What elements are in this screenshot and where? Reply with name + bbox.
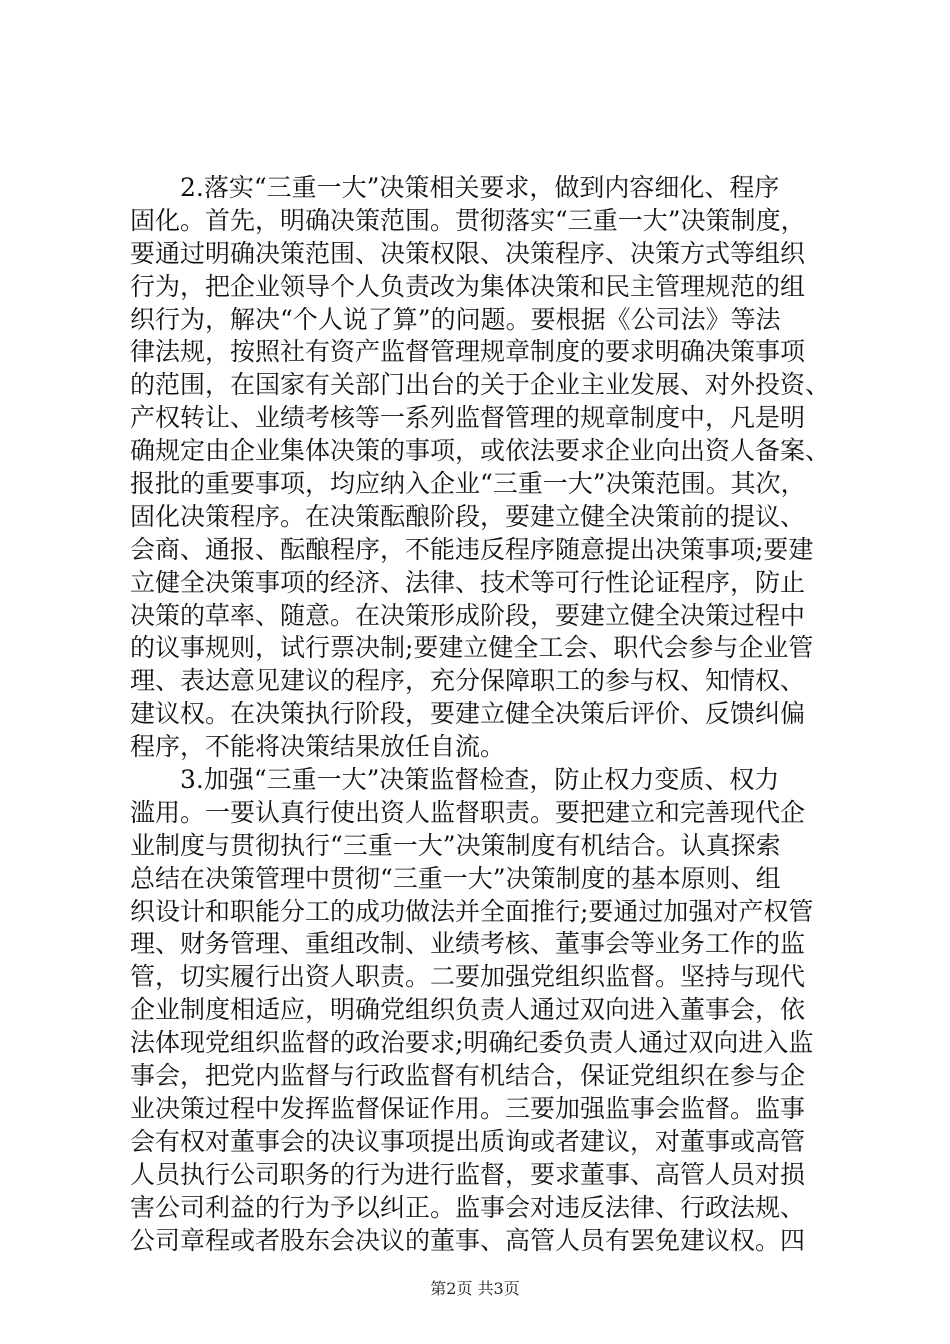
body-text [130,172,830,1257]
text-line: 程序，不能将决策结果放任自流。 [130,732,506,762]
text-line: 会有权对董事会的决议事项提出质询或者建议，对董事或高管 [130,1126,806,1156]
text-line: 人员执行公司职务的行为进行监督，要求董事、高管人员对损 [130,1159,806,1189]
text-line: 管，切实履行出资人职责。二要加强党组织监督。坚持与现代 [130,962,806,992]
text-line: 滥用。一要认真行使出资人监督职责。要把建立和完善现代企 [130,797,806,827]
text-line: 的范围，在国家有关部门出台的关于企业主业发展、对外投资、 [130,370,830,400]
text-line: 织行为，解决“个人说了算”的问题。要根据《公司法》等法 [130,304,781,334]
text-line: 事会，把党内监督与行政监督有机结合，保证党组织在参与企 [130,1061,806,1091]
text-line: 业决策过程中发挥监督保证作用。三要加强监事会监督。监事 [130,1093,806,1123]
text-line: 会商、通报、酝酿程序，不能违反程序随意提出决策事项;要建 [130,534,814,564]
text-line: 决策的草率、随意。在决策形成阶段，要建立健全决策过程中 [130,600,806,630]
text-line: 害公司利益的行为予以纠正。监事会对违反法律、行政法规、 [130,1192,806,1222]
text-line: 总结在决策管理中贯彻“三重一大”决策制度的基本原则、组 [130,863,781,893]
text-line: 行为，把企业领导个人负责改为集体决策和民主管理规范的组 [130,271,806,301]
text-line: 律法规，按照社有资产监督管理规章制度的要求明确决策事项 [130,337,806,367]
page-footer: 第2页 共3页 [430,1279,520,1298]
text-line: 业制度与贯彻执行“三重一大”决策制度有机结合。认真探索 [130,830,781,860]
text-line: 的议事规则，试行票决制;要建立健全工会、职代会参与企业管 [130,633,814,663]
text-line: 理、表达意见建议的程序，充分保障职工的参与权、知情权、 [130,666,806,696]
text-line: 织设计和职能分工的成功做法并全面推行;要通过加强对产权管 [130,896,814,926]
text-line: 理、财务管理、重组改制、业绩考核、董事会等业务工作的监 [130,929,806,959]
text-line: 公司章程或者股东会决议的董事、高管人员有罢免建议权。四 [130,1225,806,1255]
text-line: 固化决策程序。在决策酝酿阶段，要建立健全决策前的提议、 [130,501,806,531]
text-line: 产权转让、业绩考核等一系列监督管理的规章制度中，凡是明 [130,403,806,433]
text-line: 确规定由企业集体决策的事项，或依法要求企业向出资人备案、 [130,436,830,466]
text-line: 报批的重要事项，均应纳入企业“三重一大”决策范围。其次， [130,469,806,499]
text-line: 立健全决策事项的经济、法律、技术等可行性论证程序，防止 [130,567,806,597]
text-line: 2.落实“三重一大”决策相关要求，做到内容细化、程序 [130,173,780,202]
text-line: 建议权。在决策执行阶段，要建立健全决策后评价、反馈纠偏 [130,699,806,729]
text-line: 固化。首先，明确决策范围。贯彻落实“三重一大”决策制度， [130,205,806,235]
text-line: 企业制度相适应，明确党组织负责人通过双向进入董事会，依 [130,995,806,1025]
text-line: 法体现党组织监督的政治要求;明确纪委负责人通过双向进入监 [130,1028,814,1058]
text-line: 要通过明确决策范围、决策权限、决策程序、决策方式等组织 [130,238,806,268]
text-line: 3.加强“三重一大”决策监督检查，防止权力变质、权力 [130,765,780,795]
